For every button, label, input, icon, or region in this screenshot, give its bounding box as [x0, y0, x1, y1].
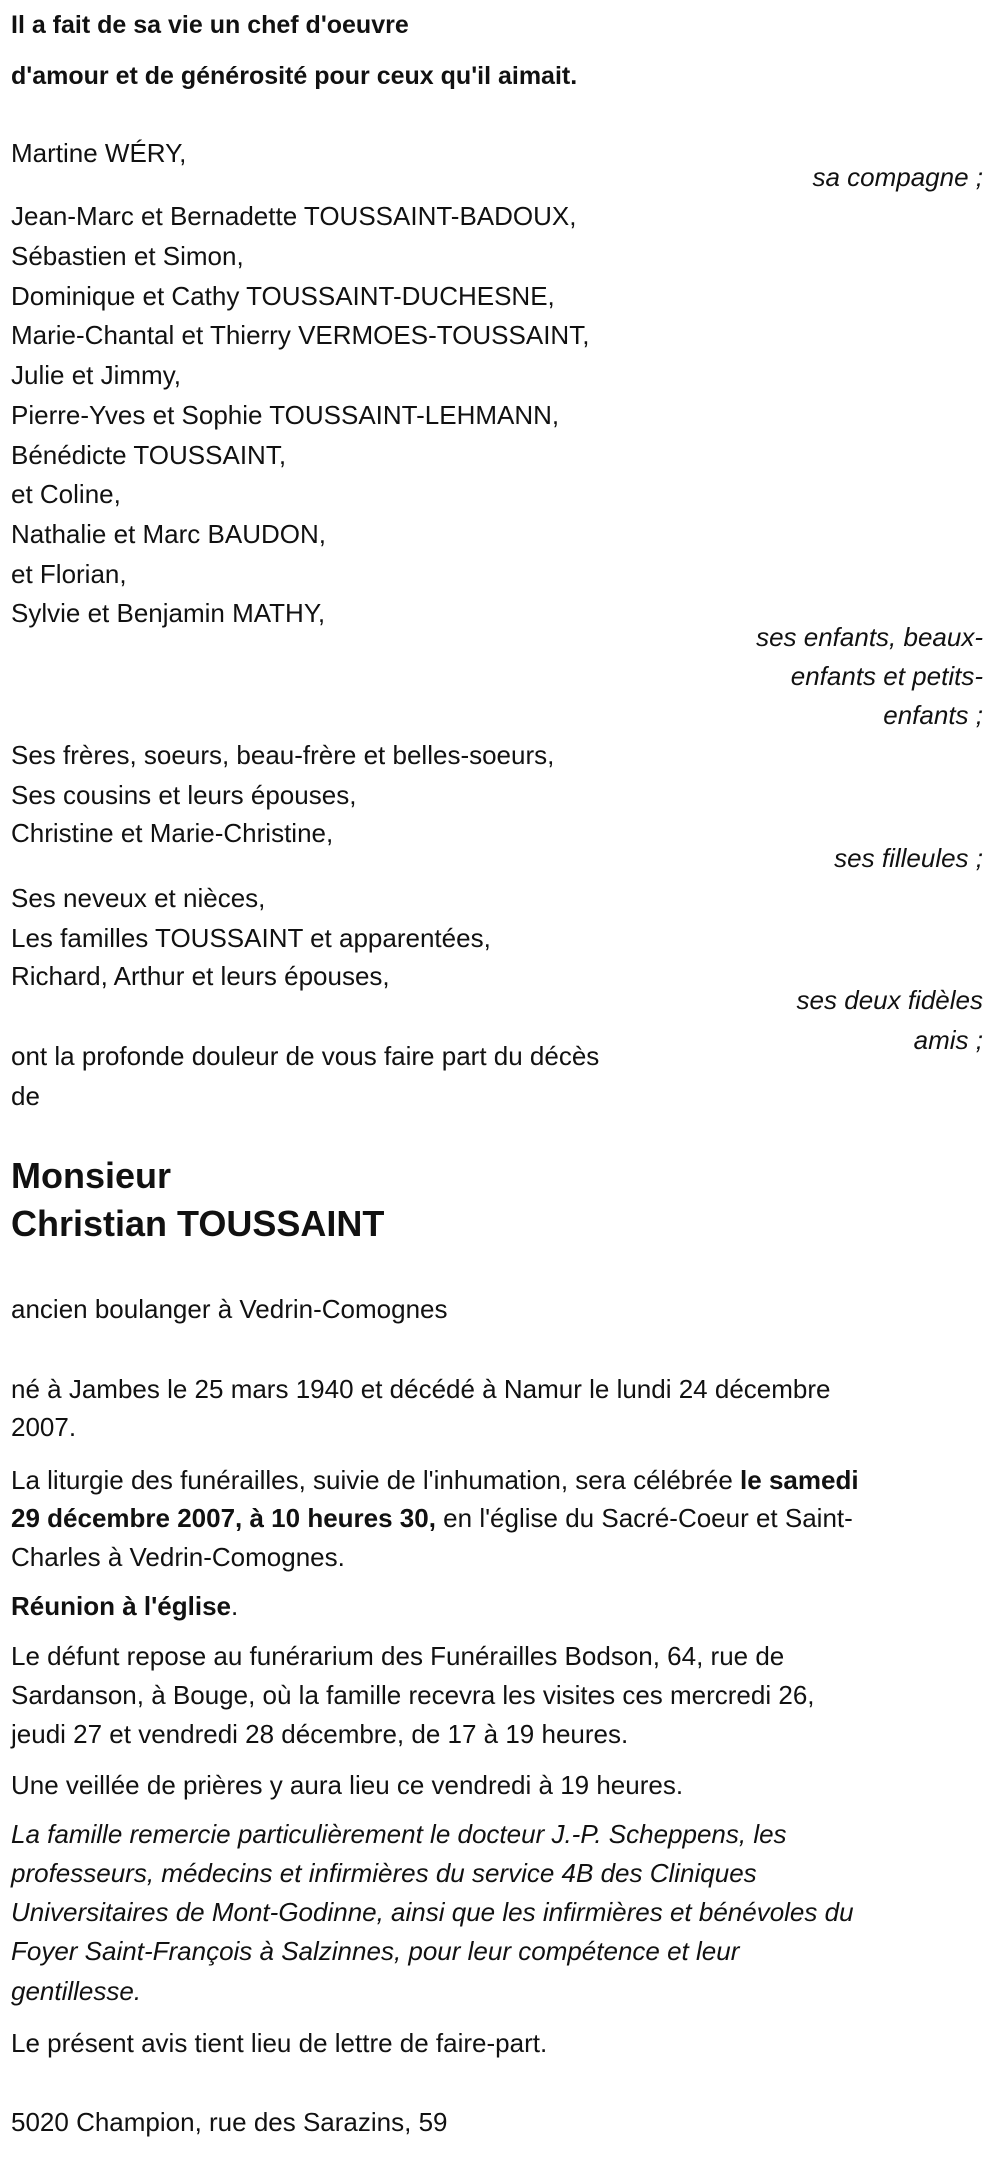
visitation-line: Le défunt repose au funérarium des Funérailles Bodson, 64, rue de: [11, 1641, 785, 1671]
companion-name: Martine WÉRY,: [11, 138, 187, 168]
birth-death-line: né à Jambes le 25 mars 1940 et décédé à Namur le lundi 24 décembre: [11, 1374, 831, 1404]
family-line: Nathalie et Marc BAUDON,: [11, 519, 326, 549]
deceased-occupation: ancien boulanger à Vedrin-Comognes: [11, 1294, 448, 1324]
children-role: enfants et petits-: [790, 661, 983, 691]
family-line: Sylvie et Benjamin MATHY,: [11, 598, 326, 628]
announcement-line: ont la profonde douleur de vous faire part du décès: [11, 1041, 600, 1071]
family-line: et Florian,: [11, 559, 127, 589]
family-line: Pierre-Yves et Sophie TOUSSAINT-LEHMANN,: [11, 400, 560, 430]
liturgy-line: [11, 1498, 853, 1538]
thanks-line: gentillesse.: [11, 1976, 142, 2006]
children-role: enfants ;: [883, 700, 983, 730]
visitation-line: jeudi 27 et vendredi 28 décembre, de 17 à 19 heures.: [11, 1719, 629, 1749]
family-line: Ses cousins et leurs épouses,: [11, 780, 357, 810]
reunion-line: [11, 1586, 238, 1626]
children-role: ses enfants, beaux-: [756, 622, 983, 652]
address-line: 5020 Champion, rue des Sarazins, 59: [11, 2107, 448, 2137]
thanks-line: professeurs, médecins et infirmières du service 4B des Cliniques: [11, 1858, 757, 1888]
deceased-name: Christian TOUSSAINT: [11, 1203, 385, 1244]
reunion-text: Réunion à l'église: [11, 1591, 232, 1621]
family-line: Julie et Jimmy,: [11, 360, 181, 390]
friends-role: ses deux fidèles: [796, 985, 983, 1015]
friends-role: amis ;: [913, 1025, 983, 1055]
family-line: Christine et Marie-Christine,: [11, 818, 334, 848]
vigil-line: Une veillée de prières y aura lieu ce vendredi à 19 heures.: [11, 1770, 684, 1800]
birth-death-line: 2007.: [11, 1412, 77, 1442]
epigraph-line: Il a fait de sa vie un chef d'oeuvre: [11, 11, 409, 39]
announcement-line: de: [11, 1081, 40, 1111]
family-line: Dominique et Cathy TOUSSAINT-DUCHESNE,: [11, 281, 555, 311]
liturgy-line: [11, 1460, 859, 1500]
liturgy-text: La liturgie des funérailles, suivie de l'inhumation, sera célébrée: [11, 1465, 741, 1495]
thanks-line: Universitaires de Mont-Godinne, ainsi que les infirmières et bénévoles du: [11, 1897, 854, 1927]
family-line: Les familles TOUSSAINT et apparentées,: [11, 923, 491, 953]
liturgy-line: Charles à Vedrin-Comognes.: [11, 1542, 345, 1572]
liturgy-date: le samedi: [740, 1465, 859, 1495]
liturgy-text: en l'église du Sacré-Coeur et Saint-: [435, 1503, 853, 1533]
family-line: Ses frères, soeurs, beau-frère et belles-soeurs,: [11, 740, 555, 770]
visitation-line: Sardanson, à Bouge, où la famille recevra les visites ces mercredi 26,: [11, 1680, 815, 1710]
liturgy-date: 29 décembre 2007, à 10 heures 30,: [11, 1503, 436, 1533]
family-line: Jean-Marc et Bernadette TOUSSAINT-BADOUX,: [11, 201, 577, 231]
family-line: Sébastien et Simon,: [11, 241, 244, 271]
thanks-line: Foyer Saint-François à Salzinnes, pour leur compétence et leur: [11, 1936, 740, 1966]
family-line: Bénédicte TOUSSAINT,: [11, 440, 287, 470]
family-line: Ses neveux et nièces,: [11, 883, 266, 913]
family-line: Richard, Arthur et leurs épouses,: [11, 961, 390, 991]
notice-line: Le présent avis tient lieu de lettre de faire-part.: [11, 2028, 548, 2058]
family-line: et Coline,: [11, 479, 121, 509]
epigraph-line: d'amour et de générosité pour ceux qu'il aimait.: [11, 62, 578, 90]
goddaughters-role: ses filleules ;: [834, 843, 983, 873]
deceased-title: Monsieur: [11, 1155, 172, 1196]
family-line: Marie-Chantal et Thierry VERMOES-TOUSSAINT,: [11, 320, 590, 350]
companion-role: sa compagne ;: [812, 162, 983, 192]
reunion-period: .: [231, 1591, 239, 1621]
thanks-line: La famille remercie particulièrement le docteur J.-P. Scheppens, les: [11, 1819, 787, 1849]
